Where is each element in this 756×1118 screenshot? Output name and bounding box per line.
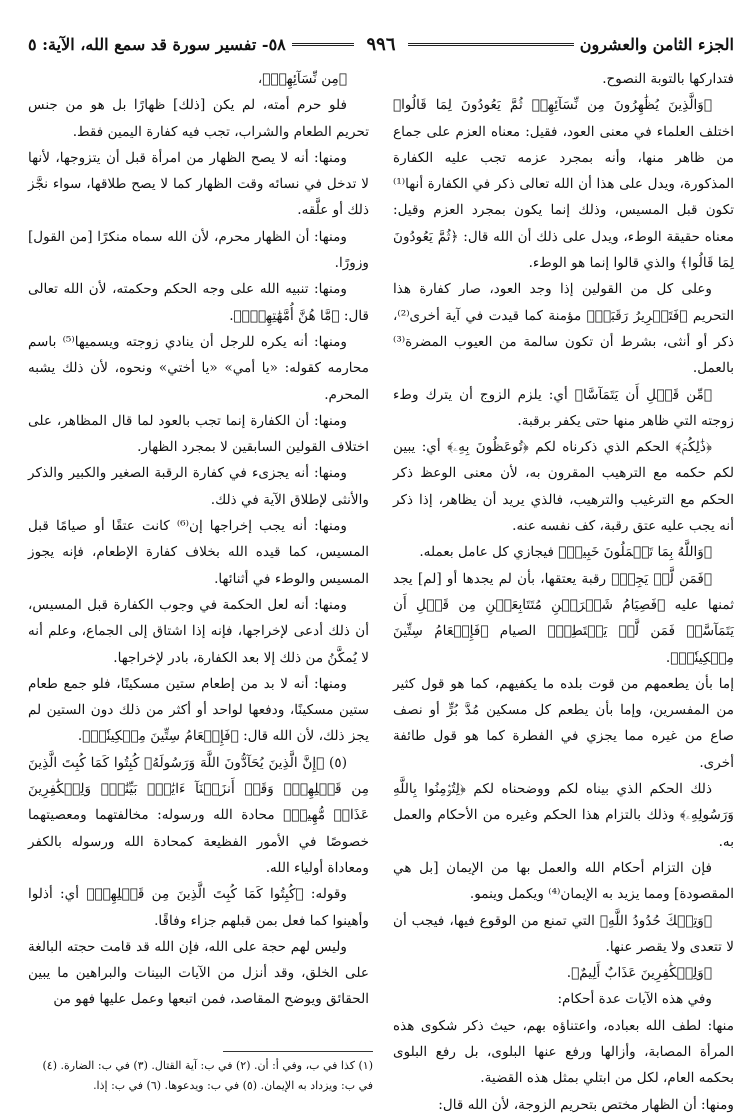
header-left xyxy=(28,35,361,54)
paragraph: ﴿وَالَّذِينَ يُظَٰهِرُونَ مِن نِّسَآئِهِمۡ ثُمَّ يَعُودُونَ لِمَا قَالُوا﴾ اختلف العلماء في معنى العود، فقيل: معناه العزم على جماع من ظاهر منها، وأنه بمجرد عزمه تجب عليه الكفارة المذكورة، ويدل على هذا أن الله تعالى ذكر في الكفارة أنها⁽¹⁾ تكون قبل المسيس، وذلك إنما يكون بمجرد العزم وقيل: معناه حقيقة الوطء، ويدل على ذلك أن الله قال: ﴿ثُمَّ يَعُودُونَ لِمَا قَالُوا﴾ والذي قالوا إنما هو الوطء. xyxy=(393,97,734,272)
paragraph: وليس لهم حجة على الله، فإن الله قد قامت حجته البالغة على الخلق، وقد أنزل من الآيات البينات والبراهين ما يبين الحقائق ويوضح المقاصد، فمن اتبعها وعمل عليها فهو من xyxy=(28,938,369,1008)
paragraph: وعلى كل من القولين إذا وجد العود، صار كفارة هذا التحريم ﴿فَتَحۡرِيرُ رَقَبَةٖ﴾ مؤمنة كما قيدت في آية أخرى⁽²⁾، ذكر أو أنثى، بشرط أن تكون سالمة من العيوب المضرة⁽³⁾ بالعمل. xyxy=(393,281,734,377)
paragraph: ومنها: أنه لعل الحكمة في وجوب الكفارة قبل المسيس، أن ذلك أدعى لإخراجها، فإنه إذا اشتاق إلى الجماع، وعلم أنه لا يُمكَّنُ من ذلك إلا بعد الكفارة، بادر لإخراجها. xyxy=(28,596,369,666)
paragraph: ﴿فَمَن لَّمۡ يَجِدۡ﴾ رقبة يعتقها، بأن لم يجدها أو [لم] يجد ثمنها عليه ﴿فَصِيَامُ شَهۡرَيۡنِ مُتَتَابِعَيۡنِ مِن قَبۡلِ أَن يَتَمَآسَّاۖ فَمَن لَّمۡ يَسۡتَطِعۡ﴾ الصيام ﴿فَإِطۡعَامُ سِتِّينَ مِسۡكِينٗاۚ﴾. xyxy=(393,570,734,666)
paragraph: فلو حرم أمته، لم يكن [ذلك] ظهارًا بل هو من جنس تحريم الطعام والشراب، تجب فيه كفارة اليمين فقط. xyxy=(28,97,369,140)
footnote-rule xyxy=(223,1051,373,1052)
paragraph: ﴿ذَٰلِكُمۡ﴾ الحكم الذي ذكرناه لكم ﴿تُوعَظُونَ بِهِۦ﴾ أي: يبين لكم حكمه مع الترهيب المقرون به، لأن معنى الوعظ ذكر الحكم مع الترغيب والترهيب، فالذي يريد أن يظاهر، إذا ذكر أنه يجب عليه عتق رقبة، كف نفسه عنه. xyxy=(393,439,734,535)
paragraph: ومنها: أن الكفارة إنما تجب بالعود لما قال المظاهر، على اختلاف القولين السابقين لا بمجرد الظهار. xyxy=(28,412,369,456)
paragraph: ﴿مِّن قَبۡلِ أَن يَتَمَآسَّا﴾ أي: يلزم الزوج أن يترك وطء زوجته التي ظاهر منها حتى يكفر برقبة. xyxy=(393,386,734,429)
paragraph: ومنها: أنه يكره للرجل أن ينادي زوجته ويسميها⁽⁵⁾ باسم محارمه كقوله: «يا أمي» «يا أختي» ونحوه، لأن ذلك يشبه المحرم. xyxy=(28,333,369,403)
right-column xyxy=(393,66,734,1113)
paragraph: ﴿مِن نِّسَآئِهِمۡ﴾، xyxy=(257,71,347,87)
paragraph: ومنها: أن الظهار مختص بتحريم الزوجة، لأن الله قال: xyxy=(438,1096,734,1113)
paragraph: ومنها: أنه يجب إخراجها إن⁽⁶⁾ كانت عتقًا أو صيامًا قبل المسيس، كما قيده الله بخلاف كفارة الإطعام، فإنه يجوز المسيس والوطء في أثنائها. xyxy=(28,518,369,587)
paragraph: وفي هذه الآيات عدة أحكام: xyxy=(557,991,712,1008)
paragraph: ومنها: أنه لا يصح الظهار من امرأة قبل أن يتزوجها، لأنها لا تدخل في نسائه وقت الظهار كما لا يصح طلاقها، سواء نجَّز ذلك أو علَّقه. xyxy=(28,149,369,219)
paragraph: فإن التزام أحكام الله والعمل بها من الإيمان [بل هي المقصودة] ومما يزيد به الإيمان⁽⁴⁾ ويكمل وينمو. xyxy=(393,859,734,903)
paragraph: فتداركها بالتوبة النصوح. xyxy=(602,71,734,87)
paragraph: ومنها: أنه لا بد من إطعام ستين مسكينًا، فلو جمع طعام ستين مسكينًا، ودفعها لواحد أو أكثر من ذلك دون الستين لم يجز ذلك، لأن الله قال: ﴿فَإِطۡعَامُ سِتِّينَ مِسۡكِينٗاۚ﴾. xyxy=(28,675,369,745)
paragraph: منها: لطف الله بعباده، واعتناؤه بهم، حيث ذكر شكوى هذه المرأة المصابة، وأزالها ورفع عنها البلوى، بل رفع البلوى بحكمه العام، لكل من ابتلي بمثل هذه القضية. xyxy=(393,1017,734,1087)
paragraph: ومنها: أن الظهار محرم، لأن الله سماه منكرًا [من القول] وزورًا. xyxy=(28,228,369,272)
header-rule xyxy=(408,43,574,46)
paragraph: ﴿وَلِلۡكَٰفِرِينَ عَذَابٌ أَلِيمٌ﴾. xyxy=(566,965,712,982)
paragraph: ومنها: أنه يجزىء في كفارة الرقبة الصغير والكبير والذكر والأنثى لإطلاق الآية في ذلك. xyxy=(28,465,369,508)
footnotes xyxy=(28,1051,373,1096)
paragraph: وقوله: ﴿كُبِتُوا كَمَا كُبِتَ الَّذِينَ مِن قَبۡلِهِمۡ﴾ أي: أذلوا وأهينوا كما فعل بمن قبلهم جزاء وفاقًا. xyxy=(28,886,369,929)
header-rule xyxy=(292,43,355,46)
surah-title: ٥٨- تفسير سورة قد سمع الله، الآية: ٥ xyxy=(27,34,286,54)
paragraph: إما بأن يطعمهم من قوت بلده ما يكفيهم، كما هو قول كثير من المفسرين، وإما بأن يطعم كل مسكين مُدَّ بُرٍّ أو نصف صاع من غيره مما يجزي في الفطرة كما هو قول طائفة أخرى. xyxy=(393,675,734,771)
footnote-text: (١) كذا في ب، وفي أ: أن. (٢) في ب: آية القتال. (٣) في ب: الضارة. (٤) في ب: ويزداد به الإيمان. (٥) في ب: ويدعوها. (٦) في ب: إذا. xyxy=(42,1059,373,1092)
paragraph: (٥) ﴿إِنَّ الَّذِينَ يُحَآدُّونَ اللَّهَ وَرَسُولَهُۥ كُبِتُوا كَمَا كُبِتَ الَّذِينَ مِن قَبۡلِهِمۡۚ وَقَدۡ أَنزَلۡنَآ ءَايَٰتِۭ بَيِّنَٰتٖۚ وَلِلۡكَٰفِرِينَ عَذَابٞ مُّهِينٞ﴾ محادة الله ورسوله: مخالفتهما ومعصيتهما خصوصًا في الأمور الفظيعة كمحادة الله ورسوله بالكفر ومعاداة أولياء الله. xyxy=(28,754,369,876)
paragraph: ﴿وَاللَّهُ بِمَا تَعۡمَلُونَ خَبِيرٞ﴾ فيجازي كل عامل بعمله. xyxy=(419,544,712,561)
left-column xyxy=(28,66,369,1032)
paragraph: ومنها: تنبيه الله على وجه الحكم وحكمته، لأن الله تعالى قال: ﴿مَّا هُنَّ أُمَّهَٰتِهِمۡۖ﴾. xyxy=(28,281,369,324)
page-number: ٩٩٦ xyxy=(366,33,396,55)
juz-title: الجزء الثامن والعشرون xyxy=(579,34,734,54)
paragraph: ﴿وَتِلۡكَ حُدُودُ اللَّهِ﴾ التي تمنع من الوقوع فيها، فيجب أن لا تتعدى ولا يقصر عنها. xyxy=(393,912,734,955)
page-header xyxy=(28,30,734,58)
header-right xyxy=(402,35,735,54)
paragraph: ذلك الحكم الذي بيناه لكم ووضحناه لكم ﴿لِتُؤۡمِنُوا بِاللَّهِ وَرَسُولِهِۦ﴾ وذلك بالتزام هذا الحكم وغيره من الأحكام والعمل به. xyxy=(393,781,734,850)
